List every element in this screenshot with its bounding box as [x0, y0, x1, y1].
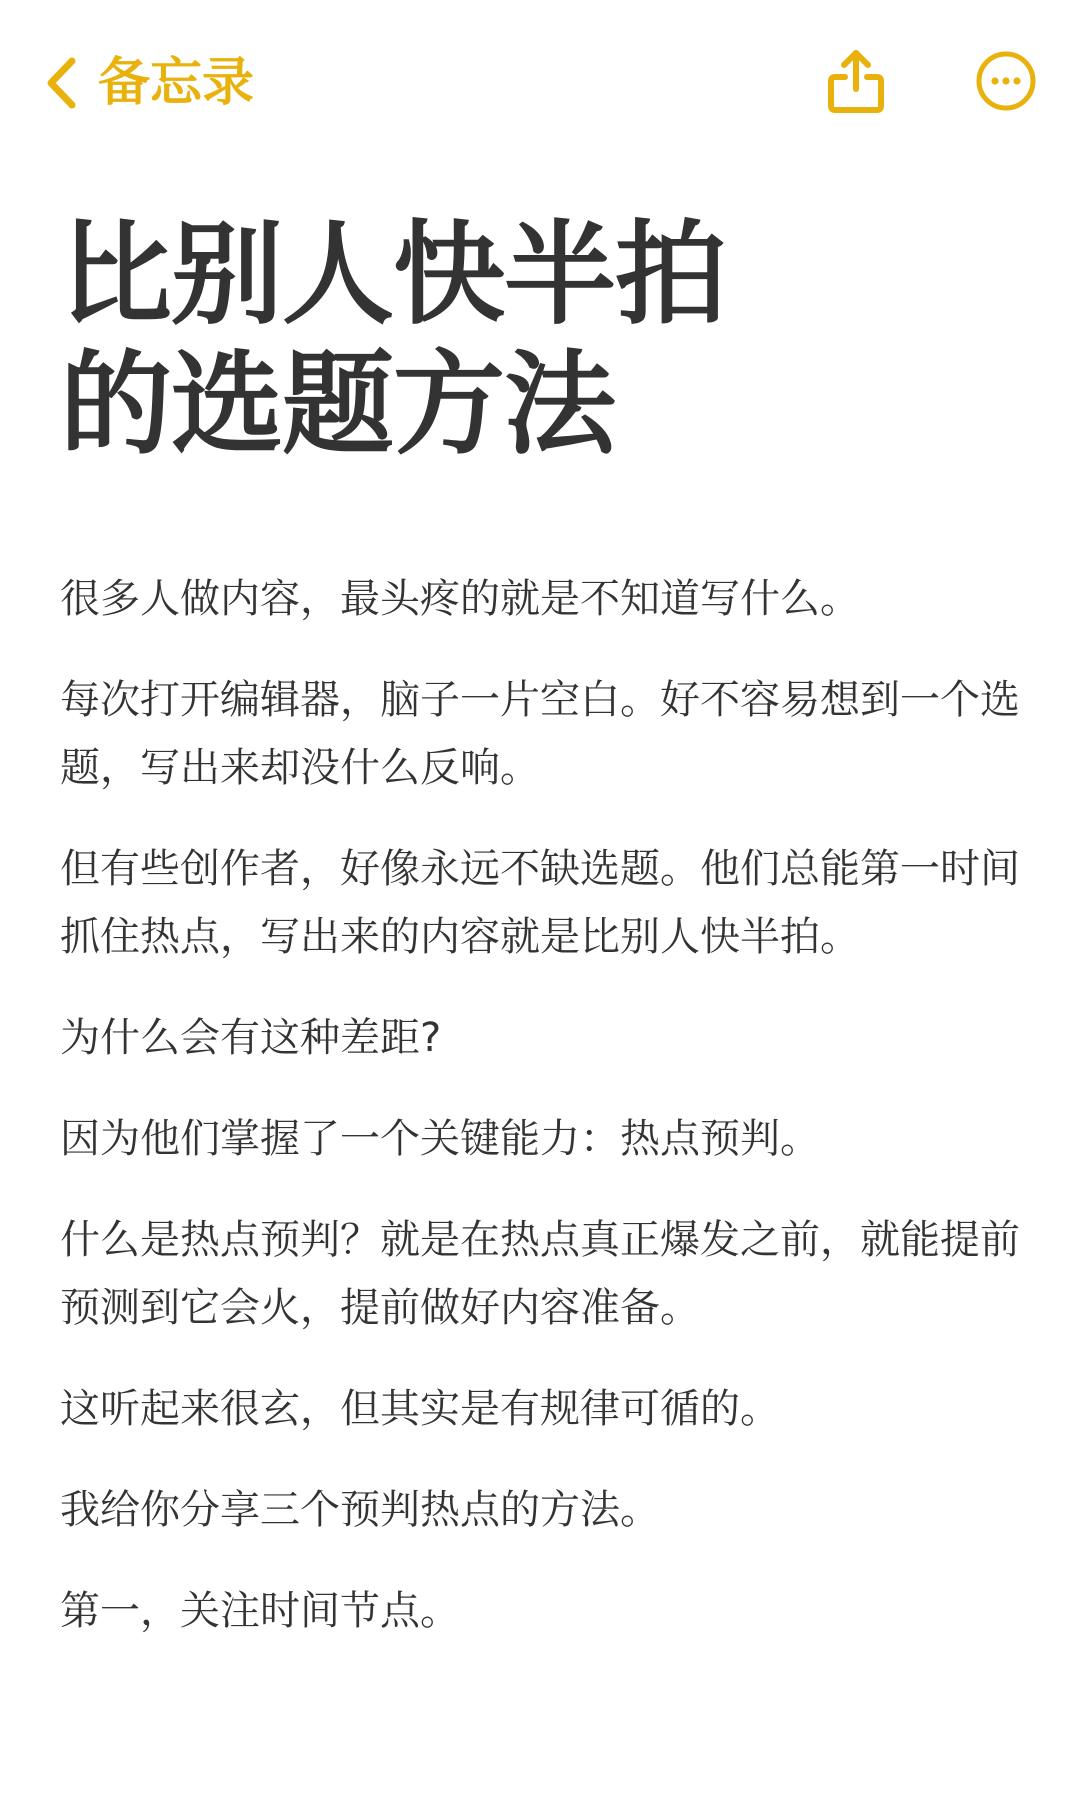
- back-button[interactable]: [42, 48, 254, 118]
- chevron-left-icon: [42, 53, 82, 113]
- more-icon[interactable]: [975, 50, 1037, 112]
- note-title: 比别人快半拍 的选题方法: [60, 210, 726, 470]
- back-label: 备忘录: [98, 53, 255, 113]
- note-paragraph: 我给你分享三个预判热点的方法。: [60, 1487, 660, 1533]
- note-body: [60, 565, 1020, 1645]
- note-paragraph: 这听起来很玄，但其实是有规律可循的。: [60, 1386, 780, 1432]
- note-paragraph: 因为他们掌握了一个关键能力：热点预判。: [60, 1116, 820, 1162]
- note-paragraph: 但有些创作者，好像永远不缺选题。他们总能第一时间抓住热点，写出来的内容就是比别人快半拍。: [60, 846, 1020, 960]
- navigation-bar: [0, 0, 1080, 170]
- note-paragraph: 很多人做内容，最头疼的就是不知道写什么。: [60, 576, 860, 622]
- note-paragraph: 第一，关注时间节点。: [60, 1588, 460, 1634]
- note-paragraph: 每次打开编辑器，脑子一片空白。好不容易想到一个选题，写出来却没什么反响。: [60, 677, 1020, 791]
- note-content[interactable]: [60, 210, 1020, 1645]
- note-paragraph: 什么是热点预判？就是在热点真正爆发之前，就能提前预测到它会火，提前做好内容准备。: [60, 1217, 1020, 1331]
- note-paragraph: 为什么会有这种差距?: [60, 1015, 442, 1061]
- share-icon[interactable]: [825, 45, 887, 115]
